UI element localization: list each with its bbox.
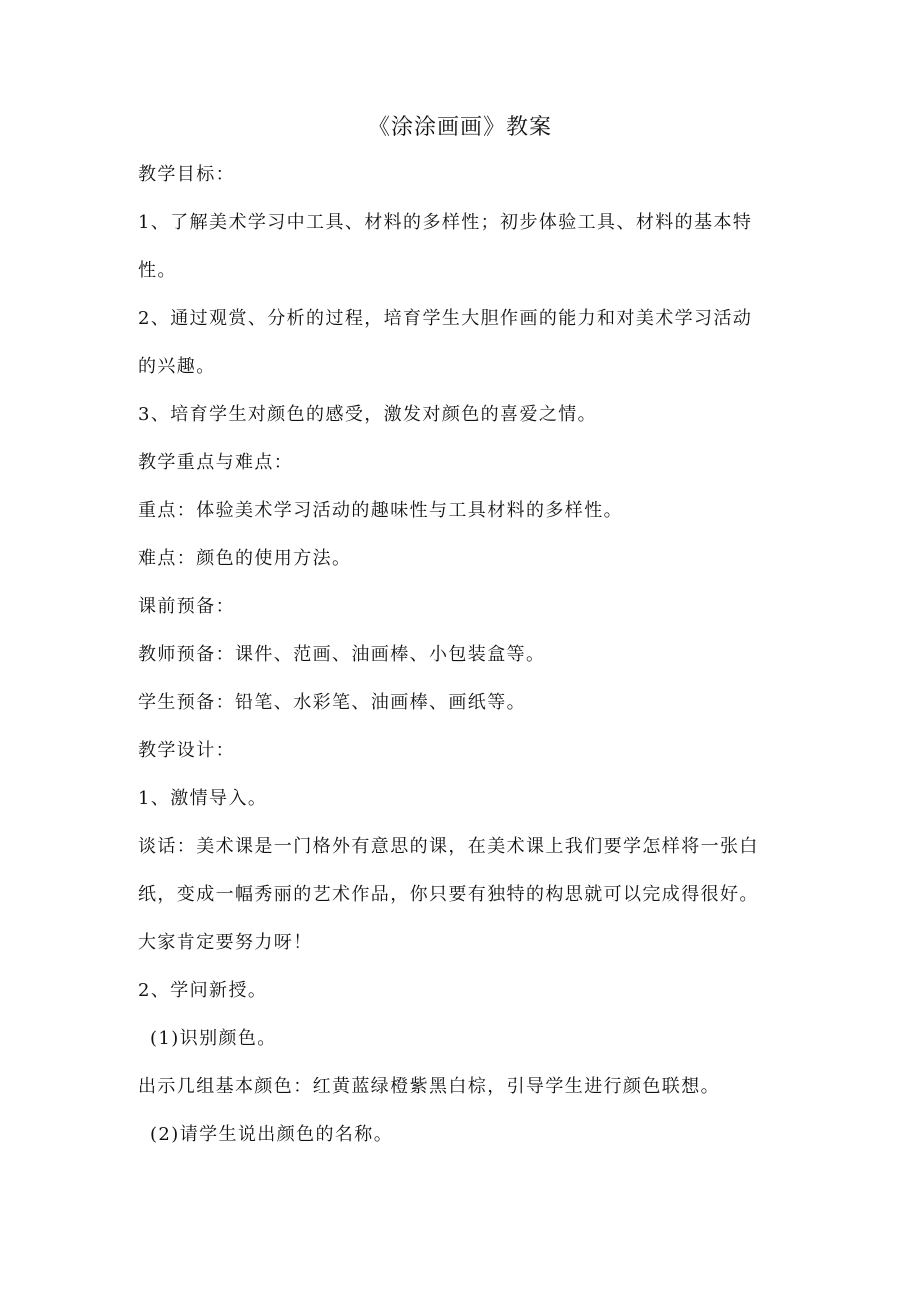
paragraph-line: 大家肯定要努力呀！: [138, 932, 313, 953]
heading-key-points: 教学重点与难点：: [138, 452, 294, 473]
paragraph-line: 难点：颜色的使用方法。: [138, 548, 352, 569]
paragraph-line: 学生预备：铅笔、水彩笔、油画棒、画纸等。: [138, 692, 526, 713]
paragraph-line: 3、培育学生对颜色的感受，激发对颜色的喜爱之情。: [138, 404, 598, 425]
heading-teaching-design: 教学设计：: [138, 740, 235, 761]
heading-preparation: 课前预备：: [138, 596, 235, 617]
document-title: 《涂涂画画》教案: [367, 115, 552, 140]
heading-objectives: 教学目标：: [138, 164, 235, 185]
paragraph-line: (2)请学生说出颜色的名称。: [150, 1124, 394, 1145]
paragraph-line: (1)识别颜色。: [150, 1028, 277, 1049]
paragraph-line: 重点：体验美术学习活动的趣味性与工具材料的多样性。: [138, 500, 623, 521]
paragraph-line: 1、激情导入。: [138, 788, 268, 809]
paragraph-line: 1、了解美术学习中工具、材料的多样性；初步体验工具、材料的基本特: [138, 212, 753, 233]
paragraph-line: 教师预备：课件、范画、油画棒、小包装盒等。: [138, 644, 546, 665]
paragraph-line: 谈话：美术课是一门格外有意思的课，在美术课上我们要学怎样将一张白: [138, 836, 759, 857]
paragraph-line: 出示几组基本颜色：红黄蓝绿橙紫黑白棕，引导学生进行颜色联想。: [138, 1076, 720, 1097]
paragraph-line: 的兴趣。: [138, 356, 216, 377]
paragraph-line: 2、通过观赏、分析的过程，培育学生大胆作画的能力和对美术学习活动: [138, 308, 753, 329]
paragraph-line: 纸，变成一幅秀丽的艺术作品，你只要有独特的构思就可以完成得很好。: [138, 884, 759, 905]
paragraph-line: 性。: [138, 260, 177, 281]
paragraph-line: 2、学问新授。: [138, 980, 268, 1001]
